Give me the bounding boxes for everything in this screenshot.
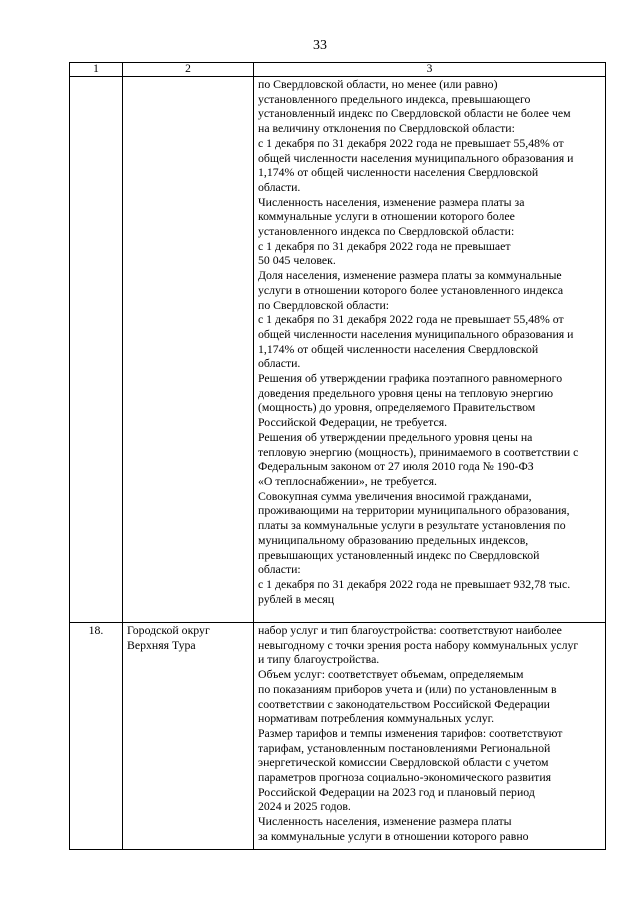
- text-line: параметров прогноза социально-экономического развития: [258, 770, 552, 785]
- text-line: области.: [258, 356, 301, 371]
- municipality-name: [123, 77, 254, 623]
- header-col-3: 3: [254, 63, 606, 77]
- text-line: 2024 и 2025 годов.: [258, 799, 351, 814]
- text-line: «О теплоснабжении», не требуется.: [258, 473, 437, 488]
- table-row: [70, 623, 606, 850]
- text-line: установленный индекс по Свердловской области не более чем: [258, 106, 571, 121]
- text-line: нормативам потребления коммунальных услуг.: [258, 711, 495, 726]
- text-line: по Свердловской области, но менее (или равно): [258, 77, 498, 91]
- header-col-2: 2: [123, 63, 254, 77]
- text-line: набор услуг и тип благоустройства: соответствуют наиболее: [258, 623, 562, 637]
- text-line: за коммунальные услуги в отношении которого равно: [258, 828, 529, 843]
- text-line: услуги в отношении которого более установленного индекса: [258, 282, 564, 297]
- text-line: Совокупная сумма увеличения вносимой гражданами,: [258, 488, 532, 503]
- text-line: Численность населения, изменение размера платы за: [258, 194, 525, 209]
- text-line: тарифам, установленным постановлениями Региональной: [258, 740, 551, 755]
- text-line: с 1 декабря по 31 декабря 2022 года не превышает 55,48% от: [258, 135, 564, 150]
- municipality-name-line: Верхняя Тура: [127, 637, 196, 652]
- text-line: Федеральным законом от 27 июля 2010 года № 190-ФЗ: [258, 459, 534, 474]
- text-line: области:: [258, 562, 301, 577]
- text-line: (мощность) до уровня, определяемого Правительством: [258, 400, 536, 415]
- text-line: коммунальные услуги в отношении которого более: [258, 209, 515, 224]
- text-line: Объем услуг: соответствует объемам, определяемым: [258, 667, 524, 682]
- text-line: Решения об утверждении графика поэтапного равномерного: [258, 371, 563, 386]
- text-line: по Свердловской области:: [258, 297, 390, 312]
- text-line: по показаниям приборов учета и (или) по установленным в: [258, 681, 557, 696]
- text-line: доведения предельного уровня цены на тепловую энергию: [258, 385, 554, 400]
- text-line: с 1 декабря по 31 декабря 2022 года не превышает: [258, 238, 511, 253]
- text-line: области.: [258, 179, 301, 194]
- text-line: энергетической комиссии Свердловской области с учетом: [258, 755, 549, 770]
- text-line: превышающих установленный индекс по Свердловской: [258, 547, 540, 562]
- text-line: с 1 декабря по 31 декабря 2022 года не превышает 55,48% от: [258, 312, 564, 327]
- text-line: платы за коммунальные услуги в результате установления по: [258, 518, 566, 533]
- text-line: Размер тарифов и темпы изменения тарифов: соответствуют: [258, 725, 563, 740]
- text-line: Решения об утверждении предельного уровня цены на: [258, 429, 533, 444]
- text-line: 50 045 человек.: [258, 253, 336, 268]
- text-line: Численность населения, изменение размера платы: [258, 814, 512, 829]
- text-line: установленного индекса по Свердловской области:: [258, 224, 515, 239]
- row-number: [70, 77, 123, 623]
- text-line: невыгодному с точки зрения роста набору коммунальных услуг: [258, 637, 579, 652]
- document-table: [69, 62, 606, 850]
- table-header-row: [70, 63, 606, 77]
- table-row: [70, 77, 606, 623]
- text-line: общей численности населения муниципального образования и: [258, 150, 574, 165]
- row-number: 18.: [70, 623, 123, 850]
- header-col-1: 1: [70, 63, 123, 77]
- text-line: Российской Федерации на 2023 год и плановый период: [258, 784, 535, 799]
- text-line: Доля населения, изменение размера платы за коммунальные: [258, 268, 562, 283]
- row-description: [254, 623, 606, 850]
- row-description: [254, 77, 606, 623]
- text-line: соответствии с законодательством Российской Федерации: [258, 696, 550, 711]
- municipality-name-line: Городской округ: [127, 623, 210, 637]
- text-line: проживающими на территории муниципального образования,: [258, 503, 570, 518]
- text-line: и типу благоустройства.: [258, 652, 380, 667]
- text-line: 1,174% от общей численности населения Свердловской: [258, 165, 539, 180]
- municipality-name: [123, 623, 254, 850]
- text-line: на величину отклонения по Свердловской области:: [258, 121, 515, 136]
- text-line: 1,174% от общей численности населения Свердловской: [258, 341, 539, 356]
- page-number: 33: [313, 38, 327, 53]
- text-line: установленного предельного индекса, превышающего: [258, 91, 531, 106]
- text-line: рублей в месяц: [258, 591, 335, 606]
- text-line: муниципальному образованию предельных индексов,: [258, 532, 529, 547]
- text-line: общей численности населения муниципального образования и: [258, 326, 574, 341]
- text-line: с 1 декабря по 31 декабря 2022 года не превышает 932,78 тыс.: [258, 576, 571, 591]
- text-line: тепловую энергию (мощность), принимаемого в соответствии с: [258, 444, 579, 459]
- text-line: Российской Федерации, не требуется.: [258, 415, 448, 430]
